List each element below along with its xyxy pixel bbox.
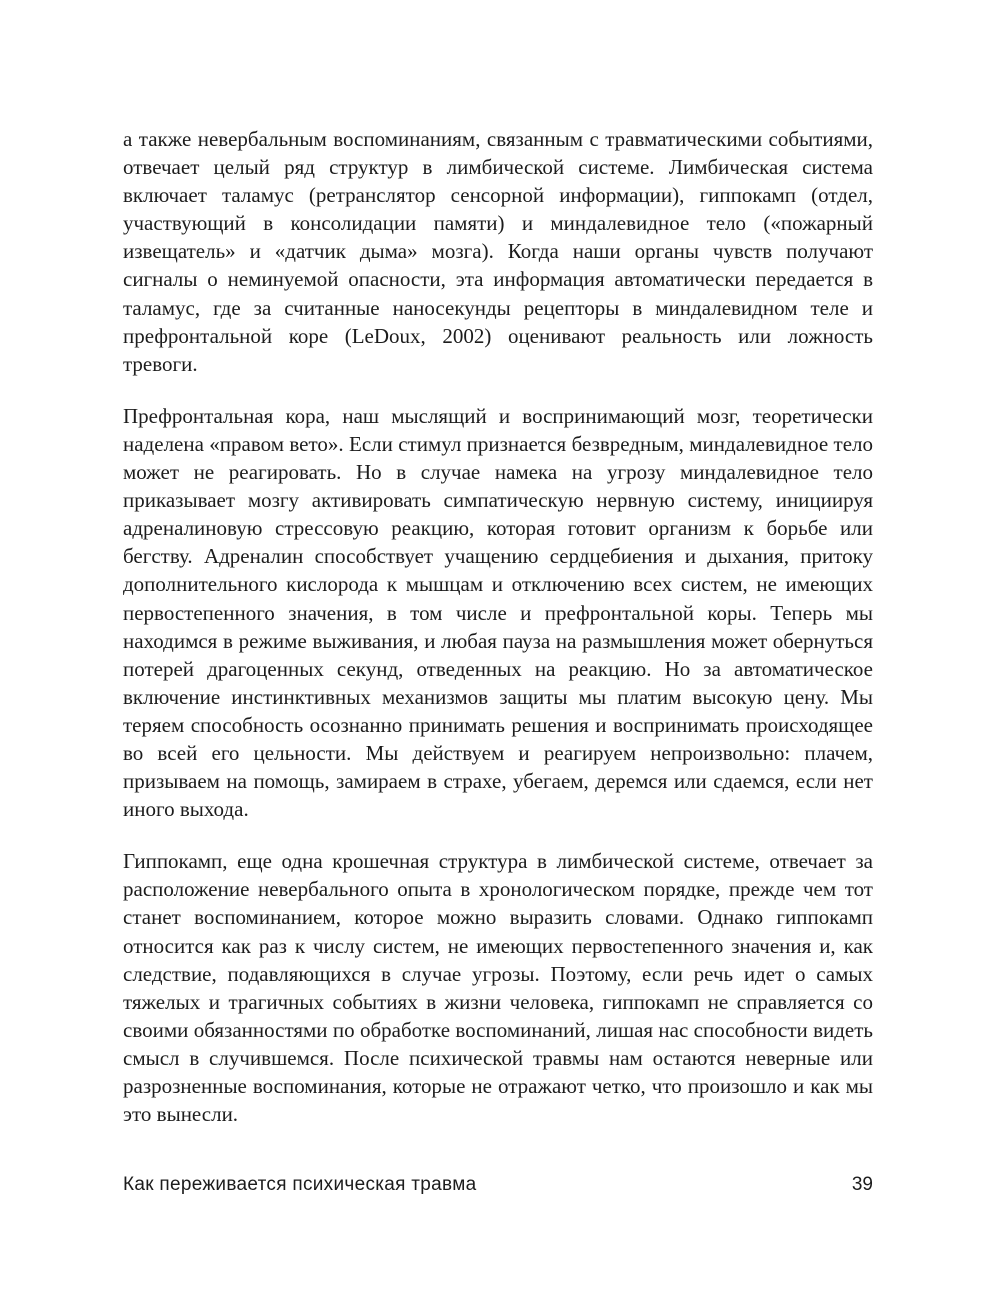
paragraph-1: а также невербальным воспоминаниям, связанным с травматическими событиями, отвечает целый ряд структур в лимбической системе. Лимбическая система включает таламус (ретранслятор сенсорной информации), гиппокамп (отдел, участвующий в консолидации памяти) и миндалевидное тело («пожарный извещатель» и «датчик дыма» мозга). Когда наши органы чувств получают сигналы о неминуемой опасности, эта информация автоматически передается в таламус, где за считанные наносекунды рецепторы в миндалевидном теле и префронтальной коре (LeDoux, 2002) оценивают реальность или ложность тревоги. bbox=[123, 127, 873, 376]
paragraph-3: Гиппокамп, еще одна крошечная структура в лимбической системе, отвечает за расположение невербального опыта в хронологическом порядке, прежде чем тот станет воспоминанием, которое можно выразить словами. Однако гиппокамп относится как раз к числу систем, не имеющих первостепенного значения и, как следствие, подавляющихся в случае угрозы. Поэтому, если речь идет о самых тяжелых и трагичных событиях в жизни человека, гиппокамп не справляется со своими обязанностями по обработке воспоминаний, лишая нас способности видеть смысл в случившемся. После психической травмы нам остаются неверные или разрозненные воспоминания, которые не отражают четко, что произошло и как мы это вынесли. bbox=[123, 849, 873, 1127]
page-footer bbox=[123, 1170, 873, 1200]
page-number: 39 bbox=[851, 1174, 873, 1195]
running-title: Как переживается психическая травма bbox=[123, 1174, 477, 1195]
body-text bbox=[123, 125, 873, 1128]
paragraph-2: Префронтальная кора, наш мыслящий и воспринимающий мозг, теоретически наделена «правом вето». Если стимул признается безвредным, миндалевидное тело может не реагировать. Но в случае намека на угрозу миндалевидное тело приказывает мозгу активировать симпатическую нервную систему, инициируя адреналиновую стрессовую реакцию, которая готовит организм к борьбе или бегству. Адреналин способствует учащению сердцебиения и дыхания, притоку дополнительного кислорода к мышцам и отключению всех систем, не имеющих первостепенного значения, в том числе и префронтальной коры. Теперь мы находимся в режиме выживания, и любая пауза на размышления может обернуться потерей драгоценных секунд, отведенных на реакцию. Но за автоматическое включение инстинктивных механизмов защиты мы платим высокую цену. Мы теряем способность осознанно принимать решения и воспринимать происходящее во всей его цельности. Мы действуем и реагируем непроизвольно: плачем, призываем на помощь, замираем в страхе, убегаем, деремся или сдаемся, если нет иного выхода. bbox=[123, 403, 873, 822]
